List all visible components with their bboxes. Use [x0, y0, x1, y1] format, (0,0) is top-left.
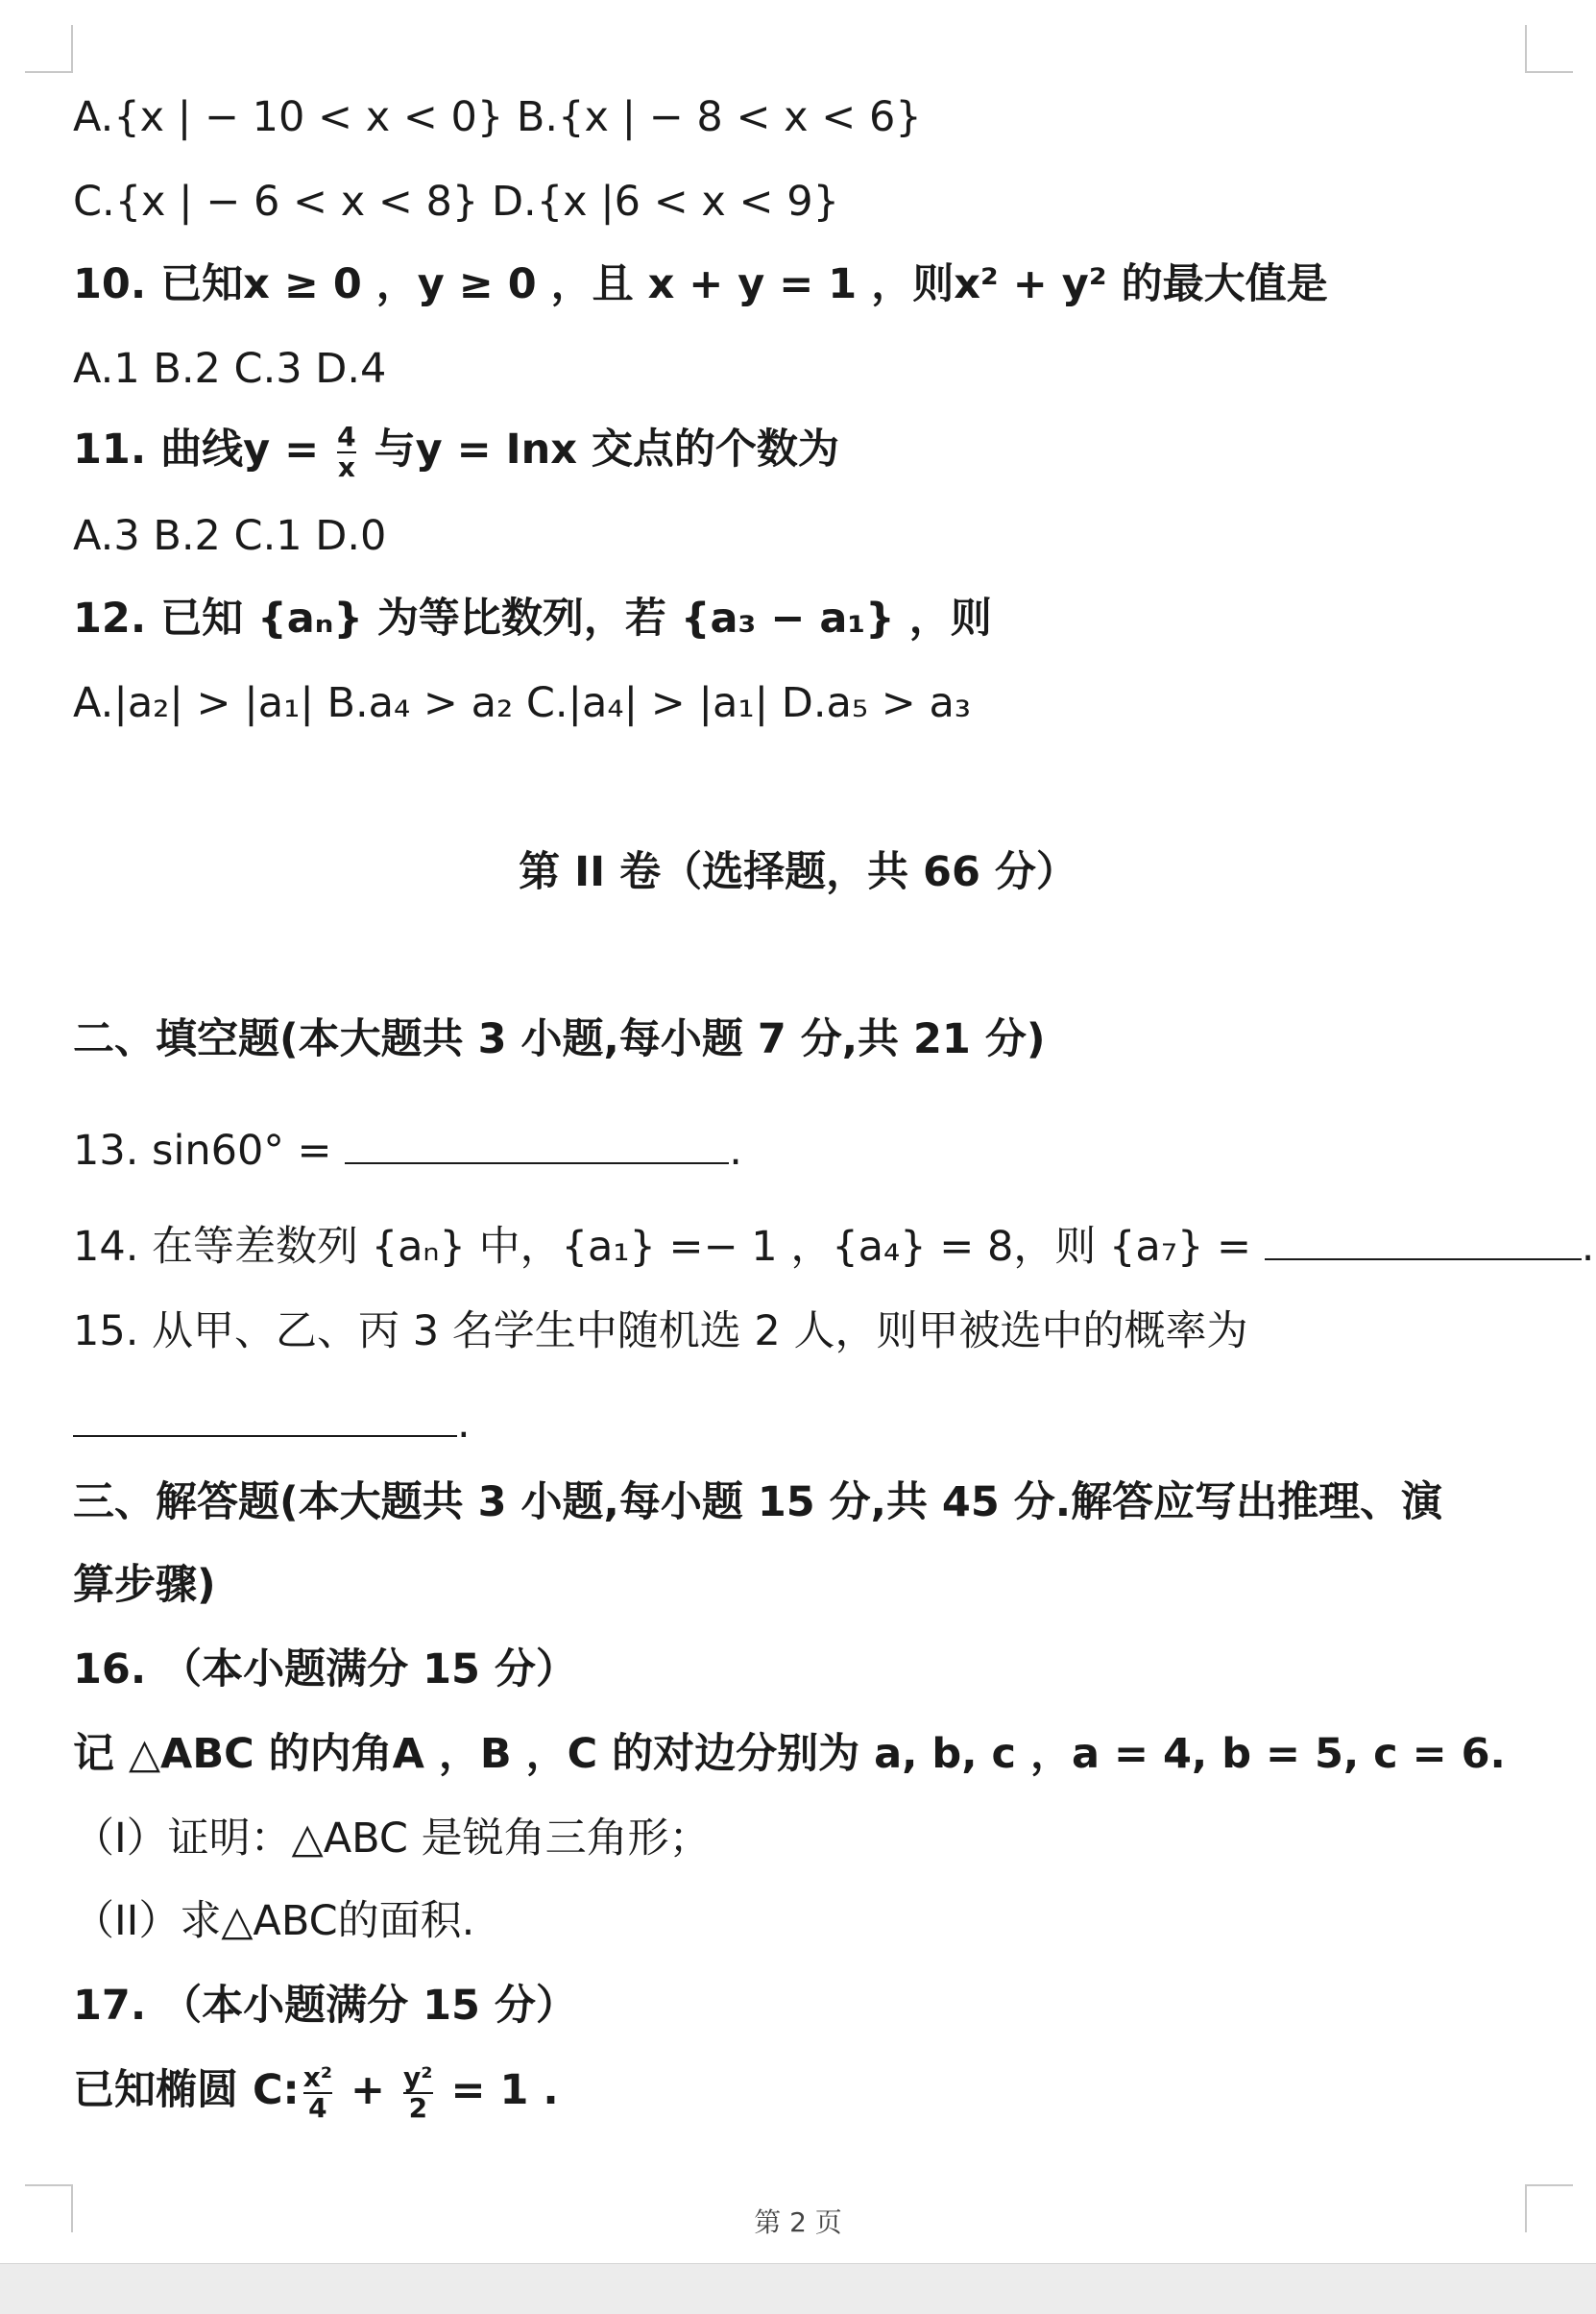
- viewer-bottom-bar: [0, 2263, 1596, 2314]
- q17-numerator-y: y²: [403, 2060, 433, 2093]
- q15-answer-line: [73, 1395, 471, 1452]
- q15-answer-blank: [73, 1397, 457, 1437]
- q13-period: .: [729, 1127, 742, 1175]
- q11-numerator: 4: [337, 420, 356, 452]
- q13-text: 13. sin60° =: [73, 1127, 346, 1175]
- q11-fraction: [337, 420, 356, 483]
- question-16-body: 记 △ABC 的内角A ，B ，C 的对边分别为 a, b, c ，a = 4, b = 5, c = 6.: [73, 1730, 1506, 1778]
- q14-text: 14. 在等差数列 {aₙ} 中，{a₁} =− 1 ，{a₄} = 8，则 {a₇} =: [73, 1223, 1265, 1271]
- q17-plus: +: [336, 2066, 400, 2114]
- section-3-title-line2: 算步骤): [73, 1561, 216, 1609]
- question-16-part-ii: （II）求△ABC的面积.: [73, 1897, 475, 1945]
- q14-answer-blank: [1265, 1220, 1582, 1260]
- corner-mark-top-right: [1525, 25, 1573, 73]
- question-17-body: [73, 2061, 559, 2123]
- section-3-title-line1: 三、解答题(本大题共 3 小题,每小题 15 分,共 45 分.解答应写出推理、演: [73, 1478, 1443, 1526]
- q17-fraction-y: [403, 2060, 433, 2124]
- q11-prefix: 11. 曲线y =: [73, 426, 334, 474]
- q9-options-cd: C.{x | − 6 < x < 8} D.{x |6 < x < 9}: [73, 178, 839, 226]
- q12-options: A.|a₂| > |a₁| B.a₄ > a₂ C.|a₄| > |a₁| D.a₅ > a₃: [73, 679, 972, 727]
- q15-period: .: [457, 1400, 471, 1448]
- question-16-heading: 16. （本小题满分 15 分）: [73, 1645, 577, 1693]
- page-number-footer: 第 2 页: [754, 2206, 842, 2238]
- question-12: 12. 已知 {aₙ} 为等比数列，若 {a₃ − a₁} ，则: [73, 595, 992, 643]
- corner-mark-top-left: [25, 25, 73, 73]
- question-15: 15. 从甲、乙、丙 3 名学生中随机选 2 人，则甲被选中的概率为: [73, 1307, 1248, 1355]
- q13-answer-blank: [345, 1124, 729, 1164]
- q11-options: A.3 B.2 C.1 D.0: [73, 512, 387, 560]
- q17-fraction-x: [302, 2060, 333, 2124]
- q17-prefix: 已知椭圆 C:: [73, 2066, 300, 2114]
- q11-denominator: x: [337, 451, 355, 483]
- q10-options: A.1 B.2 C.3 D.4: [73, 345, 387, 393]
- q17-denominator-y: 2: [403, 2092, 433, 2123]
- question-17-heading: 17. （本小题满分 15 分）: [73, 1982, 577, 2030]
- question-16-part-i: （I）证明：△ABC 是锐角三角形；: [73, 1815, 711, 1863]
- q17-numerator-x: x²: [302, 2060, 333, 2093]
- question-11: [73, 421, 839, 482]
- section-2-title: 二、填空题(本大题共 3 小题,每小题 7 分,共 21 分): [73, 1015, 1046, 1063]
- question-13: [73, 1122, 742, 1180]
- question-10: 10. 已知x ≥ 0 ，y ≥ 0 ，且 x + y = 1 ，则x² + y² 的最大值是: [73, 260, 1328, 308]
- q9-options-ab: A.{x | − 10 < x < 0} B.{x | − 8 < x < 6}: [73, 93, 922, 141]
- q17-denominator-x: 4: [303, 2092, 332, 2123]
- q17-suffix: = 1 .: [436, 2066, 559, 2114]
- question-14: [73, 1218, 1594, 1276]
- q11-suffix: 与y = Inx 交点的个数为: [359, 426, 839, 474]
- part2-title: 第 II 卷（选择题，共 66 分）: [519, 848, 1077, 896]
- q14-period: .: [1581, 1223, 1595, 1271]
